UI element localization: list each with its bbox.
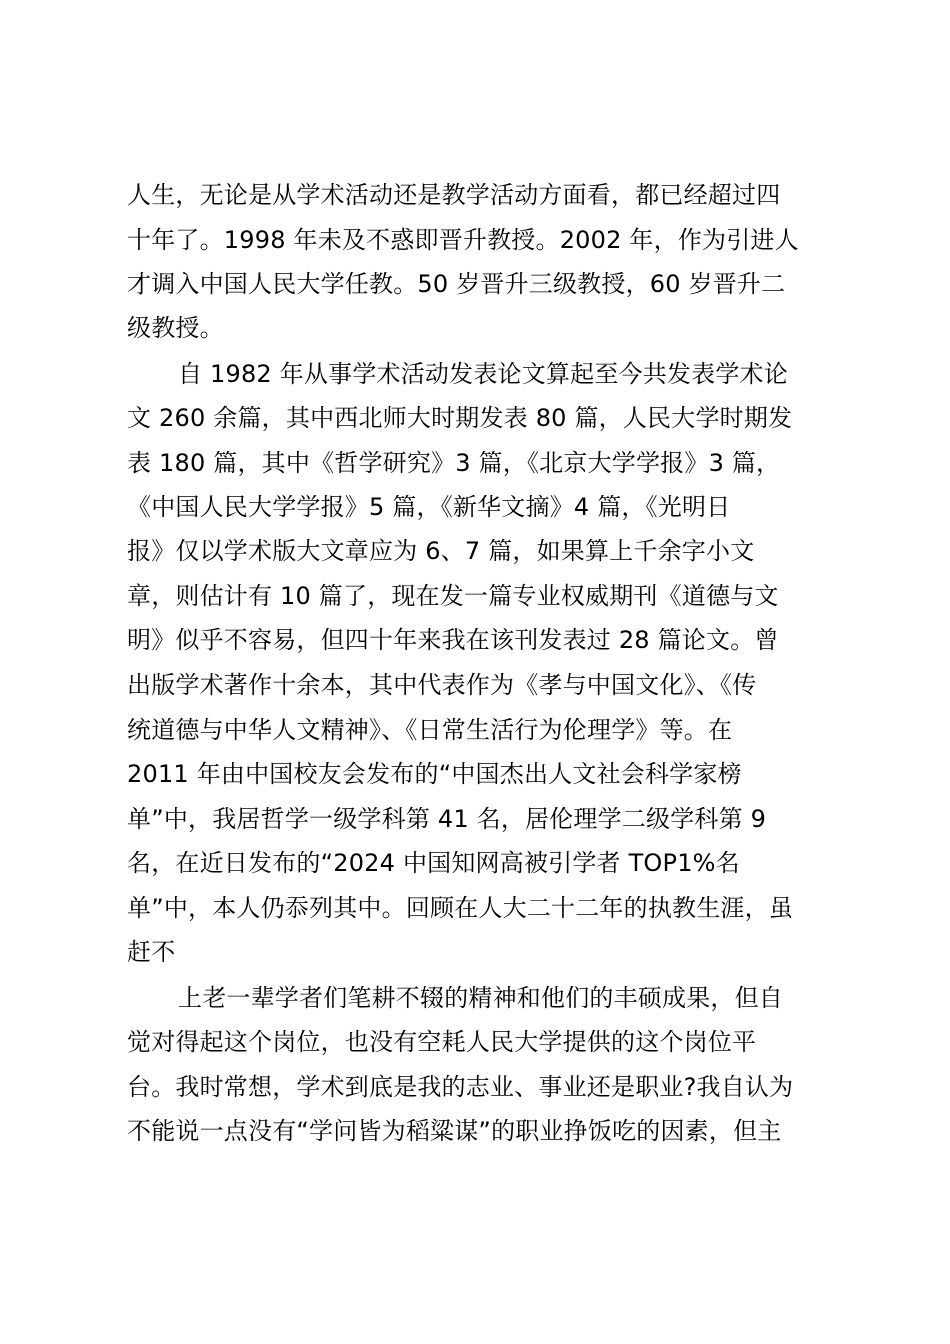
text-line: 才调入中国人民大学任教。50 岁晋升三级教授，60 岁晋升二	[127, 270, 786, 298]
text-line: 《中国人民大学学报》5 篇，《新华文摘》4 篇，《光明日	[127, 493, 731, 521]
text-line: 不能说一点没有“学问皆为稻粱谋”的职业挣饭吃的因素，但主	[127, 1117, 782, 1145]
text-line: 觉对得起这个岗位，也没有空耗人民大学提供的这个岗位平	[127, 1028, 757, 1056]
text-line: 统道德与中华人文精神》、《日常生活行为伦理学》等。在	[127, 716, 733, 744]
text-line: 赶不	[127, 938, 176, 966]
text-line: 表 180 篇，其中《哲学研究》3 篇，《北京大学学报》3 篇，	[127, 449, 781, 477]
paragraph-first-line: 上老一辈学者们笔耕不辍的精神和他们的丰硕成果，但自	[178, 984, 783, 1012]
paragraph-first-line: 自 1982 年从事学术活动发表论文算起至今共发表学术论	[178, 360, 788, 388]
text-line: 单”中，我居哲学一级学科第 41 名，居伦理学二级学科第 9	[127, 805, 767, 833]
text-line: 名，在近日发布的“2024 中国知网高被引学者 TOP1%名	[127, 849, 740, 877]
text-line: 明》似乎不容易，但四十年来我在该刊发表过 28 篇论文。曾	[127, 626, 779, 654]
text-line: 十年了。1998 年未及不惑即晋升教授。2002 年，作为引进人	[127, 226, 799, 254]
text-line: 人生，无论是从学术活动还是教学活动方面看，都已经超过四	[127, 181, 781, 209]
text-line: 出版学术著作十余本，其中代表作为《孝与中国文化》、《传	[127, 671, 757, 699]
text-line: 章，则估计有 10 篇了，现在发一篇专业权威期刊《道德与文	[127, 582, 779, 610]
text-line: 单”中，本人仍忝列其中。回顾在人大二十二年的执教生涯，虽	[127, 894, 794, 922]
text-line: 文 260 余篇，其中西北师大时期发表 80 篇，人民大学时期发	[127, 404, 793, 432]
text-line: 台。我时常想，学术到底是我的志业、事业还是职业?我自认为	[127, 1073, 794, 1101]
text-line: 2011 年由中国校友会发布的“中国杰出人文社会科学家榜	[127, 760, 742, 788]
text-line: 报》仅以学术版大文章应为 6、7 篇，如果算上千余字小文	[127, 537, 755, 565]
text-line: 级教授。	[127, 314, 224, 342]
